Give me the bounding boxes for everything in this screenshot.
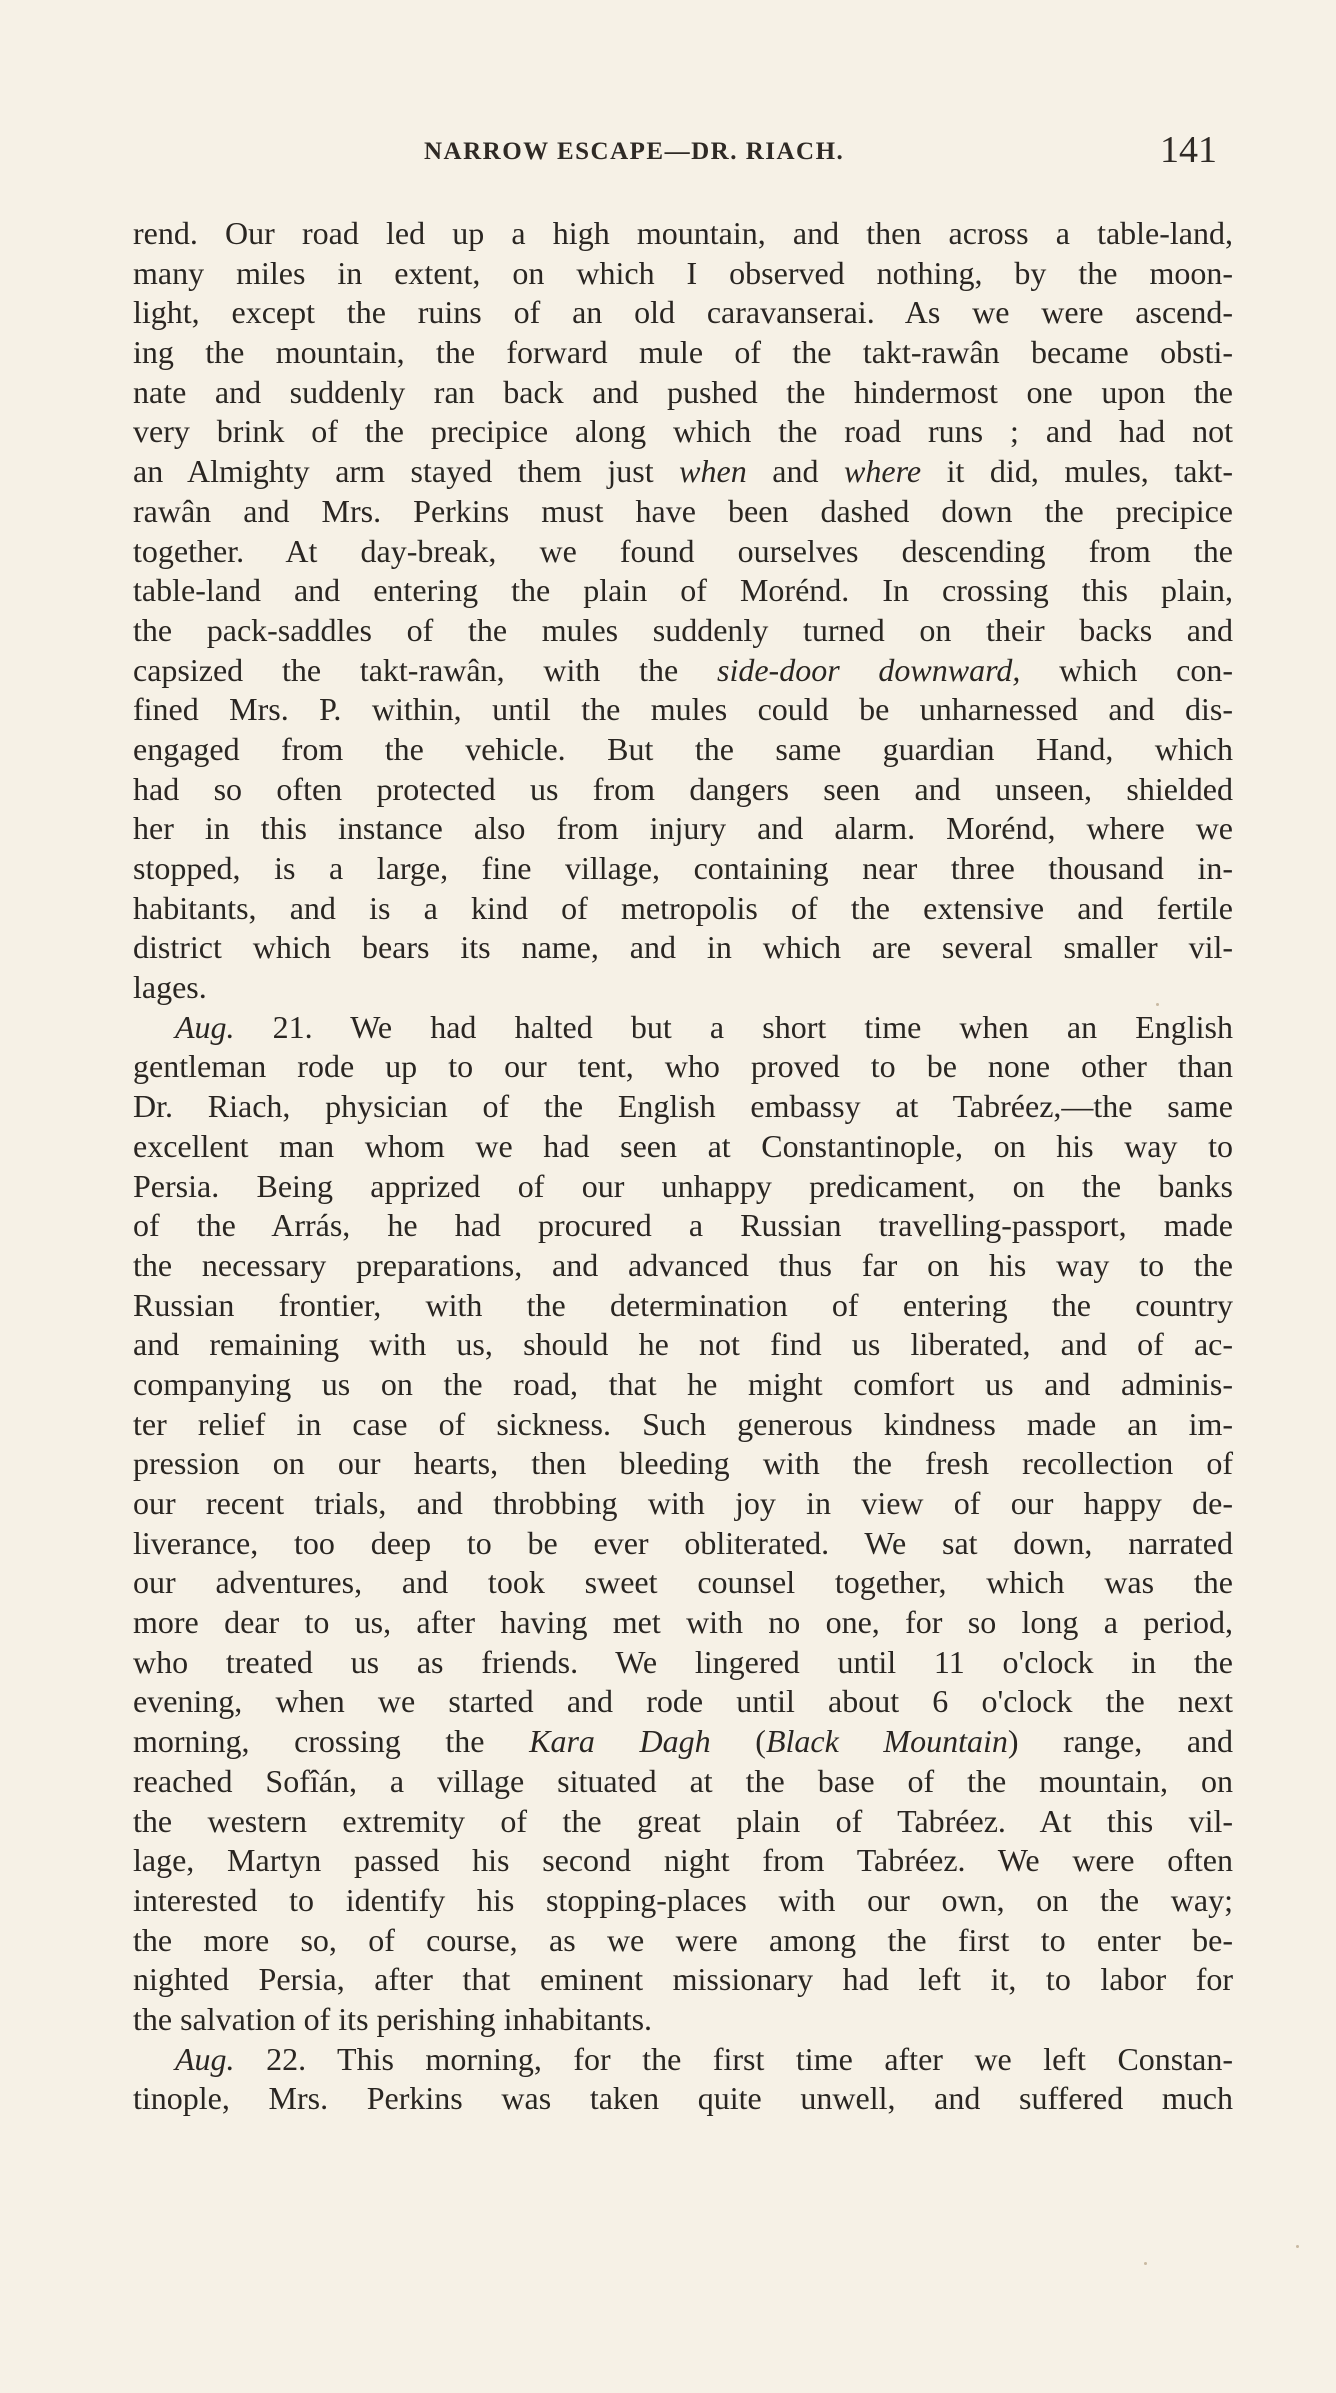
text-line: [133, 373, 1233, 413]
text-line: [133, 1722, 1233, 1762]
text-line: [133, 1405, 1233, 1445]
paper-speck: [1144, 2262, 1147, 2265]
text-run: liverance, too deep to be ever obliterated. We sat down, narrated: [133, 1524, 1233, 1561]
paper-speck: [1156, 1003, 1159, 1006]
page-number: 141: [1160, 129, 1217, 171]
text-run: our recent trials, and throbbing with joy in view of our happy de-: [133, 1485, 1233, 1521]
text-line: [133, 1127, 1233, 1167]
italic-run: side-door downward,: [716, 651, 1021, 688]
text-line: [133, 333, 1233, 373]
text-run: the more so, of course, as we were among the first to enter be-: [133, 1921, 1233, 1958]
text-run: habitants, and is a kind of metropolis of the extensive and fertile: [133, 889, 1233, 926]
text-line: [133, 532, 1233, 572]
text-run: and: [746, 453, 845, 490]
text-run: companying us on the road, that he might comfort us and adminis-: [133, 1365, 1233, 1402]
text-line: [133, 1921, 1233, 1961]
text-line: [133, 611, 1233, 651]
text-run: very brink of the precipice along which the road runs ; and had not: [133, 413, 1233, 450]
text-run: rend. Our road led up a high mountain, and then across a table-land,: [133, 215, 1233, 251]
text-line: [133, 1762, 1233, 1802]
text-run: district which bears its name, and in which are several smaller vil-: [133, 929, 1233, 966]
text-line: [133, 492, 1233, 532]
text-run: the salvation of its perishing inhabitants.: [133, 2000, 653, 2037]
text-line: [133, 690, 1233, 730]
text-line: [133, 2000, 1233, 2040]
text-run: her in this instance also from injury and alarm. Morénd, where we: [133, 810, 1233, 847]
text-line: [133, 1286, 1233, 1326]
text-run: lage, Martyn passed his second night from Tabréez. We were often: [133, 1842, 1233, 1879]
text-run: fined Mrs. P. within, until the mules could be unharnessed and dis-: [133, 691, 1233, 728]
text-run: Dr. Riach, physician of the English embassy at Tabréez,—the same: [133, 1088, 1233, 1125]
text-line: [133, 770, 1233, 810]
text-run: ) range, and: [1007, 1723, 1234, 1760]
text-run: 21. We had halted but a short time when an English: [234, 1008, 1233, 1045]
text-run: pression on our hearts, then bleeding with the fresh recollection of: [133, 1445, 1233, 1482]
text-run: ing the mountain, the forward mule of the takt-rawân became obsti-: [133, 334, 1233, 371]
text-run: capsized the takt-rawân, with the: [133, 651, 717, 688]
text-line: [133, 889, 1233, 929]
text-line: [133, 254, 1233, 294]
text-run: it did, mules, takt-: [921, 453, 1233, 490]
text-run: the pack-saddles of the mules suddenly turned on their backs and: [133, 611, 1233, 648]
text-line: [133, 1246, 1233, 1286]
text-run: interested to identify his stopping-places with our own, on the way;: [133, 1881, 1233, 1918]
text-line: [133, 730, 1233, 770]
text-run: excellent man whom we had seen at Constantinople, on his way to: [133, 1127, 1233, 1164]
text-run: table-land and entering the plain of Morénd. In crossing this plain,: [133, 572, 1233, 609]
text-run: nate and suddenly ran back and pushed the hindermost one upon the: [133, 373, 1233, 410]
text-line: [133, 809, 1233, 849]
text-line: [133, 1960, 1233, 2000]
text-run: who treated us as friends. We lingered until 11 o'clock in the: [133, 1643, 1233, 1680]
text-run: stopped, is a large, fine village, containing near three thousand in-: [133, 850, 1233, 886]
text-run: more dear to us, after having met with no one, for so long a period,: [133, 1604, 1233, 1641]
text-line: [133, 2040, 1233, 2080]
text-line: [133, 214, 1233, 254]
text-line: [133, 1167, 1233, 1207]
text-run: Russian frontier, with the determination of entering the country: [133, 1286, 1233, 1323]
text-line: [133, 849, 1233, 889]
text-line: [133, 571, 1233, 611]
text-run: had so often protected us from dangers seen and unseen, shielded: [133, 770, 1233, 807]
text-run: morning, crossing the: [133, 1723, 530, 1760]
text-run: reached Sofîán, a village situated at the base of the mountain, on: [133, 1762, 1233, 1799]
text-line: [133, 412, 1233, 452]
text-line: [133, 1524, 1233, 1564]
text-run: our adventures, and took sweet counsel together, which was the: [133, 1564, 1233, 1601]
italic-run: Aug.: [175, 2040, 235, 2077]
text-run: evening, when we started and rode until about 6 o'clock the next: [133, 1683, 1233, 1720]
text-line: [133, 1444, 1233, 1484]
italic-run: Kara Dagh: [529, 1723, 711, 1760]
text-run: 22. This morning, for the first time after we left Constan-: [234, 2040, 1233, 2077]
text-run: together. At day-break, we found ourselves descending from the: [133, 532, 1233, 569]
italic-run: where: [844, 453, 922, 490]
paper-speck: [1296, 2245, 1299, 2248]
text-line: [133, 1802, 1233, 1842]
text-run: rawân and Mrs. Perkins must have been dashed down the precipice: [133, 492, 1233, 529]
running-head: NARROW ESCAPE—DR. RIACH.: [424, 138, 845, 165]
text-line: [133, 1206, 1233, 1246]
text-line: [133, 2079, 1233, 2119]
text-run: (: [710, 1723, 766, 1760]
text-line: [133, 452, 1233, 492]
text-line: [133, 1325, 1233, 1365]
text-line: [133, 1682, 1233, 1722]
italic-run: Aug.: [175, 1008, 235, 1045]
text-run: an Almighty arm stayed them just: [133, 453, 680, 490]
text-run: and remaining with us, should he not find us liberated, and of ac-: [133, 1326, 1233, 1363]
text-run: Persia. Being apprized of our unhappy predicament, on the banks: [133, 1167, 1233, 1204]
text-line: [133, 1643, 1233, 1683]
text-line: [133, 1563, 1233, 1603]
text-line: [133, 1087, 1233, 1127]
text-line: [133, 651, 1233, 691]
text-run: lages.: [133, 969, 207, 1006]
text-run: ter relief in case of sickness. Such generous kindness made an im-: [133, 1405, 1233, 1442]
text-run: the western extremity of the great plain of Tabréez. At this vil-: [133, 1802, 1233, 1839]
text-run: of the Arrás, he had procured a Russian travelling-passport, made: [133, 1207, 1233, 1244]
text-run: many miles in extent, on which I observed nothing, by the moon-: [133, 254, 1233, 291]
text-run: engaged from the vehicle. But the same guardian Hand, which: [133, 730, 1233, 767]
text-line: [133, 1047, 1233, 1087]
text-line: [133, 1881, 1233, 1921]
text-line: [133, 293, 1233, 333]
text-line: [133, 1365, 1233, 1405]
italic-run: when: [679, 453, 747, 490]
text-line: [133, 1008, 1233, 1048]
text-run: nighted Persia, after that eminent missionary had left it, to labor for: [133, 1961, 1233, 1998]
text-line: [133, 1603, 1233, 1643]
text-run: gentleman rode up to our tent, who proved to be none other than: [133, 1048, 1233, 1085]
text-run: tinople, Mrs. Perkins was taken quite unwell, and suffered much: [133, 2080, 1233, 2117]
text-line: [133, 1484, 1233, 1524]
text-line: [133, 928, 1233, 968]
text-line: [133, 1841, 1233, 1881]
text-line: [133, 968, 1233, 1008]
text-run: the necessary preparations, and advanced thus far on his way to the: [133, 1246, 1233, 1283]
text-run: light, except the ruins of an old caravanserai. As we were ascend-: [133, 294, 1233, 331]
italic-run: Black Mountain: [765, 1723, 1008, 1760]
body-text: [133, 214, 1233, 2119]
text-run: which con-: [1020, 651, 1234, 688]
